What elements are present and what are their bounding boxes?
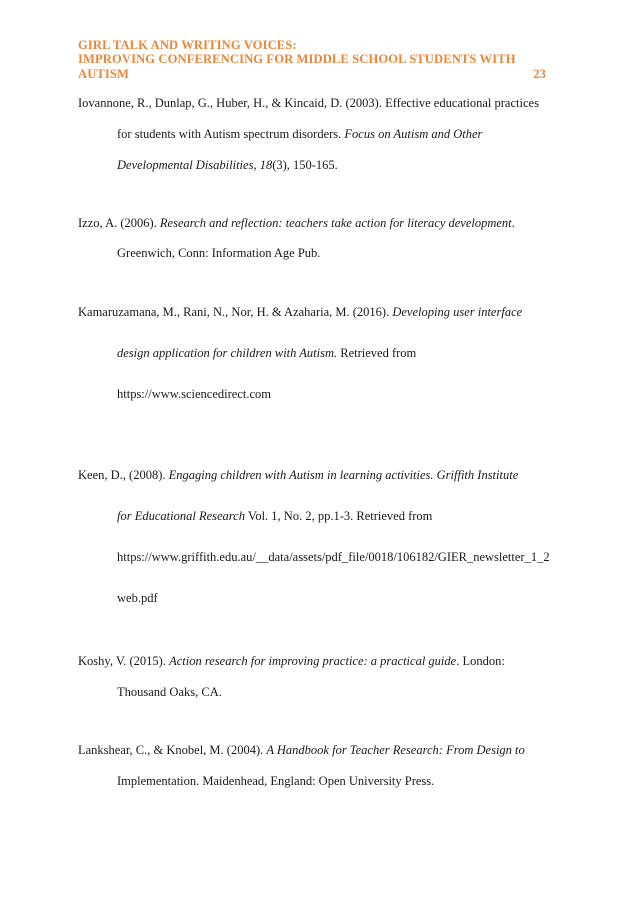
ref-url: https://www.sciencedirect.com [117,387,272,401]
reference-koshy-line-2 [117,685,222,700]
reference-kamaruzamana-url [117,387,271,402]
ref-text: Keen, D., (2008). [78,468,169,482]
volume: 18 [259,158,273,172]
reference-lankshear-line-2 [117,774,434,789]
ref-text: (3), 150-165. [272,158,338,172]
running-header [78,38,548,81]
journal-title: Developmental Disabilities [117,158,254,172]
ref-text: Lankshear, C., & Knobel, M. (2004). [78,743,267,757]
ref-text: Thousand Oaks, CA. [117,685,222,699]
ref-text: . London: [456,654,505,668]
book-title: Action research for improving practice: a practical guide [169,654,457,668]
reference-iovannone-line-1 [78,96,539,111]
article-title: Engaging children with Autism in learning activities. Griffith Institute [168,468,519,482]
book-title: Research and reflection: teachers take action for literacy development [159,216,512,230]
ref-text: . [511,216,515,230]
reference-lankshear-line-1 [78,743,525,758]
reference-kamaruzamana-line-1 [78,305,522,320]
reference-keen-url [117,550,550,565]
reference-izzo-line-1 [78,216,515,231]
header-title-line-3: AUTISM [78,66,129,81]
reference-koshy-line-1 [78,654,505,669]
reference-izzo-line-2 [117,246,320,261]
header-title-line-2: IMPROVING CONFERENCING FOR MIDDLE SCHOOL STUDENTS WITH [78,52,516,67]
reference-iovannone-line-3 [117,158,338,173]
article-title: design application for children with Autism. [117,346,338,360]
reference-kamaruzamana-line-2 [117,346,416,361]
ref-text: Implementation. Maidenhead, England: Open University Press. [117,774,435,788]
page-number: 23 [533,66,546,81]
ref-text: Koshy, V. (2015). [78,654,170,668]
article-title: Developing user interface [392,305,523,319]
reference-keen-line-2 [117,509,432,524]
ref-text: Greenwich, Conn: Information Age Pub. [117,246,321,260]
header-title-line-1: GIRL TALK AND WRITING VOICES: [78,38,297,52]
book-title: A Handbook for Teacher Research: From Design to [266,743,525,757]
ref-text: Retrieved from [337,346,417,360]
journal-title: Focus on Autism and Other [344,127,483,141]
ref-text: for students with Autism spectrum disorders. [117,127,345,141]
reference-iovannone-line-2 [117,127,482,142]
reference-keen-url-cont [117,591,158,606]
ref-url: https://www.griffith.edu.au/__data/assets/pdf_file/0018/106182/GIER_newsletter_1_2 [117,550,550,564]
publisher-title: for Educational Research [117,509,245,523]
ref-url: web.pdf [117,591,158,605]
ref-text: , [253,158,260,172]
reference-keen-line-1 [78,468,518,483]
ref-text: Izzo, A. (2006). [78,216,160,230]
ref-text: Kamaruzamana, M., Rani, N., Nor, H. & Azaharia, M. (2016). [78,305,393,319]
ref-text: Vol. 1, No. 2, pp.1-3. Retrieved from [245,509,433,523]
ref-text: Iovannone, R., Dunlap, G., Huber, H., & Kincaid, D. (2003). Effective educational practices [78,96,539,110]
